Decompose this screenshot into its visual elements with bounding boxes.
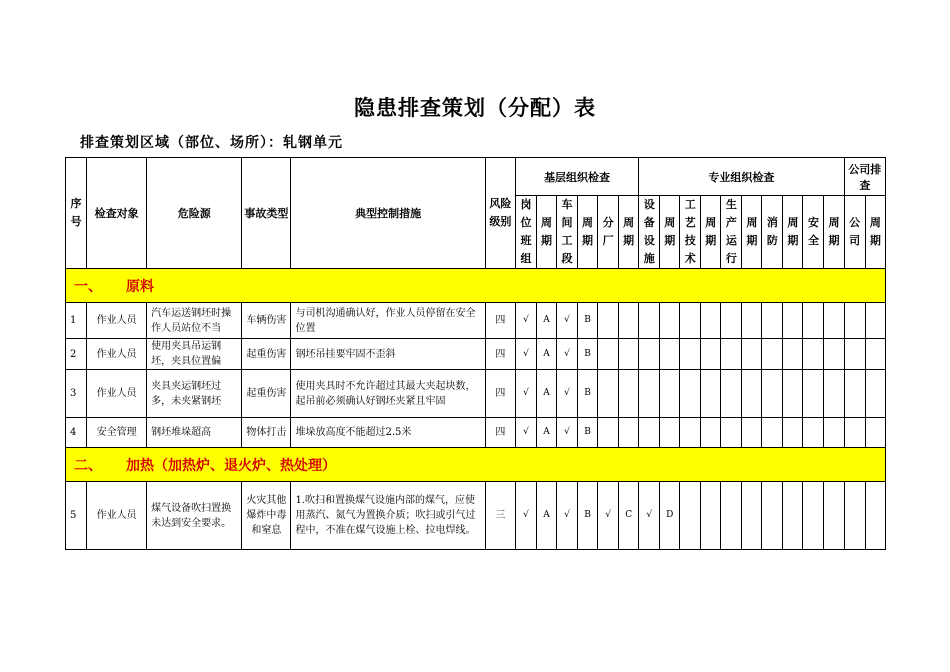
check-mark-cell — [701, 418, 721, 448]
check-mark-cell — [680, 418, 701, 448]
section-row — [66, 448, 886, 482]
control-measure: 与司机沟通确认好，作业人员停留在安全位置 — [291, 303, 485, 339]
check-mark-cell — [803, 303, 824, 339]
check-mark-cell — [721, 303, 742, 339]
check-mark-cell — [701, 303, 721, 339]
table-row — [66, 370, 886, 418]
check-mark-cell — [639, 339, 660, 370]
table-body — [66, 269, 886, 550]
risk-level: 四 — [485, 339, 515, 370]
check-mark-cell — [721, 418, 742, 448]
hazard-source: 钢坯堆垛超高 — [147, 418, 242, 448]
check-mark-cell — [803, 482, 824, 550]
section-number: 一、 — [74, 278, 102, 295]
check-mark-cell — [721, 482, 742, 550]
check-mark-cell — [783, 303, 803, 339]
check-mark-cell — [639, 303, 660, 339]
check-mark-cell — [783, 370, 803, 418]
header-pro: 专业组织检查 — [639, 158, 844, 196]
accident-type: 车辆伤害 — [242, 303, 291, 339]
header-target: 检查对象 — [87, 158, 147, 269]
subheader-cell: 生产运行 — [721, 196, 742, 269]
row-number: 3 — [66, 370, 87, 418]
check-mark-cell — [742, 482, 762, 550]
subheader-cell: 设备设施 — [639, 196, 660, 269]
check-mark-cell — [865, 339, 885, 370]
check-mark-cell — [619, 303, 639, 339]
header-accident: 事故类型 — [242, 158, 291, 269]
section-name: 原料 — [126, 278, 154, 295]
check-mark-cell — [598, 339, 619, 370]
check-mark-cell — [660, 418, 680, 448]
check-mark-cell — [865, 418, 885, 448]
check-mark-cell: B — [578, 339, 598, 370]
check-mark-cell — [844, 339, 865, 370]
check-mark-cell: B — [578, 418, 598, 448]
check-mark-cell — [783, 418, 803, 448]
check-mark-cell — [680, 339, 701, 370]
check-mark-cell — [803, 370, 824, 418]
section-header — [66, 269, 886, 303]
check-mark-cell: √ — [557, 303, 578, 339]
risk-level: 三 — [485, 482, 515, 550]
check-mark-cell — [762, 482, 783, 550]
check-mark-cell — [701, 370, 721, 418]
check-mark-cell — [660, 370, 680, 418]
page-title: 隐患排查策划（分配）表 — [354, 96, 596, 120]
subheader-cell: 岗位班组 — [515, 196, 536, 269]
header-seq: 序号 — [66, 158, 87, 269]
check-mark-cell — [762, 339, 783, 370]
check-mark-cell — [824, 303, 844, 339]
check-mark-cell — [680, 370, 701, 418]
check-mark-cell: √ — [515, 418, 536, 448]
header-company: 公司排查 — [844, 158, 885, 196]
subheader-cell: 周期 — [578, 196, 598, 269]
check-mark-cell — [783, 339, 803, 370]
control-measure: 堆垛放高度不能超过2.5米 — [291, 418, 485, 448]
check-mark-cell — [598, 303, 619, 339]
risk-level: 四 — [485, 303, 515, 339]
check-mark-cell — [721, 370, 742, 418]
check-mark-cell — [680, 482, 701, 550]
header-hazard: 危险源 — [147, 158, 242, 269]
row-number: 2 — [66, 339, 87, 370]
subheader-cell: 周期 — [660, 196, 680, 269]
check-mark-cell: √ — [557, 482, 578, 550]
check-mark-cell — [844, 482, 865, 550]
check-mark-cell: √ — [598, 482, 619, 550]
check-mark-cell: D — [660, 482, 680, 550]
section-header — [66, 448, 886, 482]
check-mark-cell — [742, 303, 762, 339]
subheader-cell: 工艺技术 — [680, 196, 701, 269]
header-risk: 风险级别 — [485, 158, 515, 269]
check-target: 作业人员 — [87, 303, 147, 339]
header-grass: 基层组织检查 — [515, 158, 638, 196]
check-mark-cell — [865, 370, 885, 418]
check-mark-cell — [824, 339, 844, 370]
check-mark-cell — [619, 370, 639, 418]
section-number: 二、 — [74, 457, 102, 474]
accident-type: 起重伤害 — [242, 370, 291, 418]
check-mark-cell — [762, 303, 783, 339]
check-mark-cell — [742, 370, 762, 418]
check-mark-cell — [762, 370, 783, 418]
check-mark-cell: A — [536, 339, 556, 370]
subheader-cell: 周期 — [536, 196, 556, 269]
check-mark-cell — [639, 418, 660, 448]
check-mark-cell: √ — [639, 482, 660, 550]
subheader-cell: 公司 — [844, 196, 865, 269]
subheader-cell: 周期 — [824, 196, 844, 269]
subheader-cell: 周期 — [619, 196, 639, 269]
region-label: 排查策划区域（部位、场所）：轧钢单元 — [80, 135, 343, 151]
control-measure: 1.吹扫和置换煤气设施内部的煤气，应使用蒸汽、氮气为置换介质；吹扫或引气过程中，不准在煤气设施上栓、拉电焊线。 — [291, 482, 485, 550]
subheader-cell: 周期 — [742, 196, 762, 269]
hazard-source: 煤气设备吹扫置换未达到安全要求。 — [147, 482, 242, 550]
check-mark-cell — [701, 482, 721, 550]
check-target: 作业人员 — [87, 339, 147, 370]
subheader-cell: 周期 — [865, 196, 885, 269]
subheader-cell: 周期 — [701, 196, 721, 269]
check-mark-cell: A — [536, 418, 556, 448]
check-mark-cell: B — [578, 370, 598, 418]
subheader-cell: 分厂 — [598, 196, 619, 269]
check-mark-cell — [660, 303, 680, 339]
check-mark-cell — [844, 418, 865, 448]
check-mark-cell: B — [578, 303, 598, 339]
accident-type: 物体打击 — [242, 418, 291, 448]
hazard-source: 汽车运送钢坯时操作人员站位不当 — [147, 303, 242, 339]
row-number: 4 — [66, 418, 87, 448]
check-mark-cell: √ — [557, 418, 578, 448]
header-measures: 典型控制措施 — [291, 158, 485, 269]
check-mark-cell: √ — [557, 339, 578, 370]
risk-level: 四 — [485, 370, 515, 418]
check-mark-cell: C — [619, 482, 639, 550]
row-number: 1 — [66, 303, 87, 339]
check-mark-cell — [865, 303, 885, 339]
risk-level: 四 — [485, 418, 515, 448]
check-mark-cell — [844, 370, 865, 418]
check-mark-cell: √ — [515, 482, 536, 550]
accident-type: 起重伤害 — [242, 339, 291, 370]
check-mark-cell: B — [578, 482, 598, 550]
check-mark-cell — [803, 339, 824, 370]
table-row — [66, 418, 886, 448]
section-row — [66, 269, 886, 303]
check-mark-cell — [783, 482, 803, 550]
check-mark-cell — [742, 339, 762, 370]
table-row — [66, 482, 886, 550]
check-mark-cell — [680, 303, 701, 339]
check-mark-cell — [742, 418, 762, 448]
check-mark-cell: √ — [557, 370, 578, 418]
table-row — [66, 303, 886, 339]
section-name: 加热（加热炉、退火炉、热处理） — [126, 457, 336, 474]
check-mark-cell: A — [536, 303, 556, 339]
subheader-cell: 安全 — [803, 196, 824, 269]
check-mark-cell — [598, 418, 619, 448]
subheader-cell: 消防 — [762, 196, 783, 269]
check-mark-cell — [701, 339, 721, 370]
check-mark-cell: √ — [515, 339, 536, 370]
check-mark-cell — [824, 370, 844, 418]
check-mark-cell: √ — [515, 303, 536, 339]
check-mark-cell — [824, 418, 844, 448]
check-mark-cell — [844, 303, 865, 339]
check-mark-cell: √ — [515, 370, 536, 418]
row-number: 5 — [66, 482, 87, 550]
subheader-cell: 周期 — [783, 196, 803, 269]
check-mark-cell — [762, 418, 783, 448]
check-mark-cell — [660, 339, 680, 370]
hazard-source: 夹具夹运钢坯过多，未夹紧钢坯 — [147, 370, 242, 418]
check-mark-cell — [865, 482, 885, 550]
check-mark-cell: A — [536, 370, 556, 418]
check-mark-cell — [803, 418, 824, 448]
check-mark-cell — [721, 339, 742, 370]
subheader-cell: 车间工段 — [557, 196, 578, 269]
check-target: 安全管理 — [87, 418, 147, 448]
check-target: 作业人员 — [87, 482, 147, 550]
control-measure: 钢坯吊挂要牢固不歪斜 — [291, 339, 485, 370]
accident-type: 火灾其他爆炸中毒和窒息 — [242, 482, 291, 550]
control-measure: 使用夹具时不允许超过其最大夹起块数，起吊前必须确认好钢坯夹紧且牢固 — [291, 370, 485, 418]
check-mark-cell — [598, 370, 619, 418]
check-mark-cell — [639, 370, 660, 418]
check-mark-cell — [619, 339, 639, 370]
check-mark-cell — [824, 482, 844, 550]
check-target: 作业人员 — [87, 370, 147, 418]
table-row — [66, 339, 886, 370]
check-mark-cell — [619, 418, 639, 448]
hazard-table — [65, 157, 886, 550]
hazard-source: 使用夹具吊运钢坯，夹具位置偏 — [147, 339, 242, 370]
check-mark-cell: A — [536, 482, 556, 550]
